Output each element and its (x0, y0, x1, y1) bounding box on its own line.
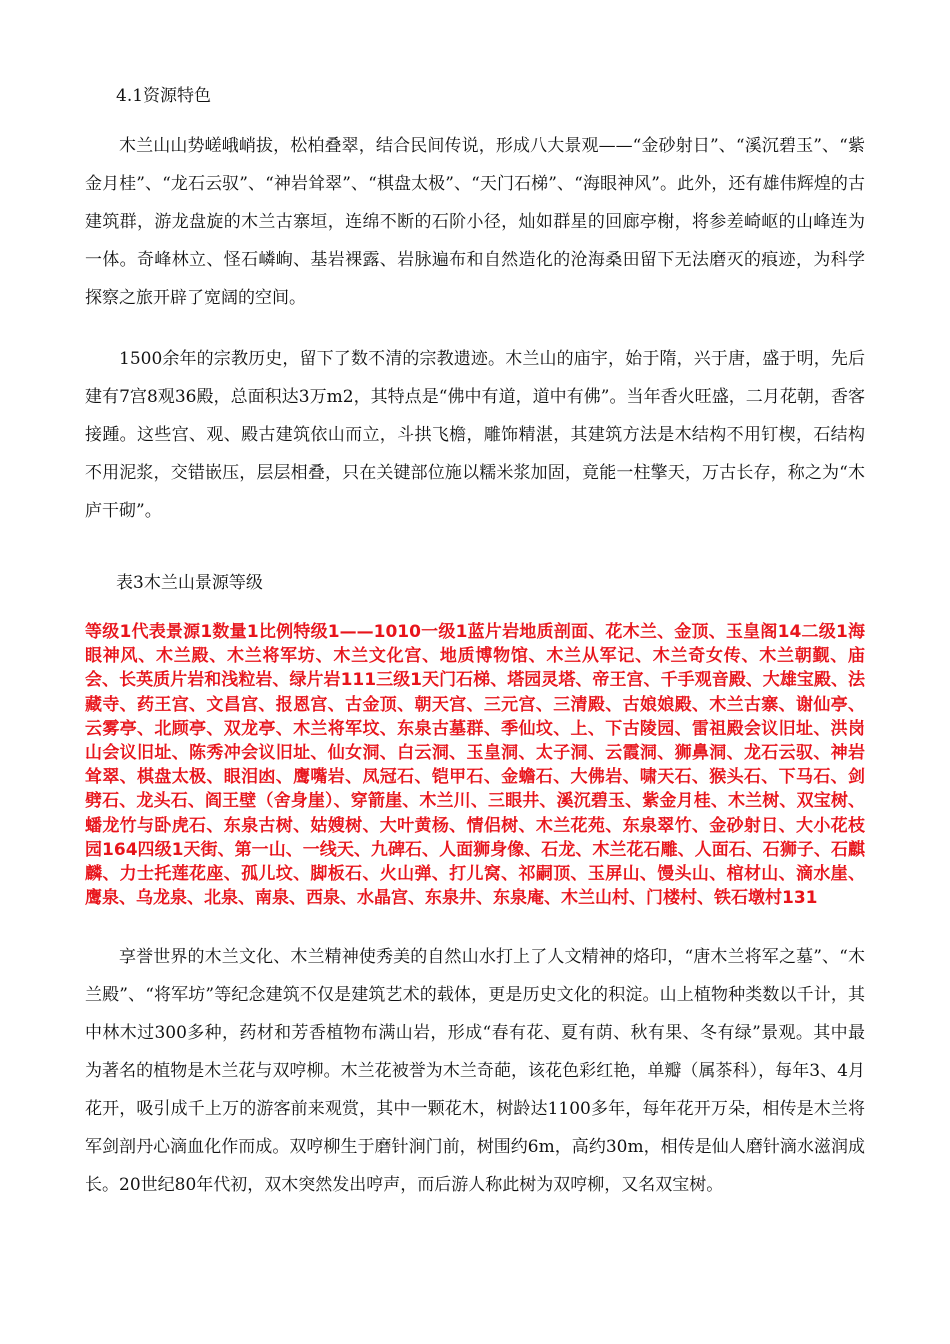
paragraph-religion: 1500余年的宗教历史，留下了数不清的宗教遗迹。木兰山的庙宇，始于隋，兴于唐，盛于明，先后建有7宫8观36殿，总面积达3万m2，其特点是“佛中有道，道中有佛”。当年香火旺盛，二月花朝，香客接踵。这些宫、观、殿古建筑依山而立，斗拱飞檐，雕饰精湛，其建筑方法是木结构不用钉楔，石结构不用泥浆，交错嵌压，层层相叠，只在关键部位施以糯米浆加固，竟能一柱擎天，万古长存，称之为“木庐干砌”。 (85, 349, 865, 521)
section-heading: 4.1资源特色 (116, 86, 212, 106)
table-caption: 表3木兰山景源等级 (116, 573, 263, 593)
paragraph-culture-flora: 享誉世界的木兰文化、木兰精神使秀美的自然山水打上了人文精神的烙印，“唐木兰将军之墓”、“木兰殿”、“将军坊”等纪念建筑不仅是建筑艺术的载体，更是历史文化的积淀。山上植物种类数以千计，其中林木过300多种，药材和芳香植物布满山岩，形成“春有花、夏有荫、秋有果、冬有绿”景观。其中最为著名的植物是木兰花与双哼柳。木兰花被誉为木兰奇葩，该花色彩红艳，单瓣（属茶科），每年3、4月花开，吸引成千上万的游客前来观赏，其中一颗花木，树龄达1100多年，每年花开万朵，相传是木兰将军剑剖丹心滴血化作而成。双哼柳生于磨针涧门前，树围约6m，高约30m，相传是仙人磨针滴水滋润成长。20世纪80年代初，双木突然发出哼声，而后游人称此树为双哼柳，又名双宝树。 (85, 947, 865, 1195)
paragraph-landscape: 木兰山山势嵯峨峭拔，松柏叠翠，结合民间传说，形成八大景观——“金砂射日”、“溪沉碧玉”、“紫金月桂”、“龙石云驭”、“神岩耸翠”、“棋盘太极”、“天门石梯”、“海眼神风”。此外，还有雄伟辉煌的古建筑群，游龙盘旋的木兰古寨垣，连绵不断的石阶小径，灿如群星的回廊亭榭，将参差崎岖的山峰连为一体。奇峰林立、怪石嶙峋、基岩裸露、岩脉遍布和自然造化的沧海桑田留下无法磨灭的痕迹，为科学探察之旅开辟了宽阔的空间。 (85, 136, 865, 308)
table-flattened-content: 等级1代表景源1数量1比例特级1——1010一级1蓝片岩地质剖面、花木兰、金顶、玉皇阁14二级1海眼神风、木兰殿、木兰将军坊、木兰文化宫、地质博物馆、木兰从军记、木兰奇女传、木兰朝觐、庙会、长英质片岩和浅粒岩、绿片岩111三级1天门石梯、塔园灵塔、帝王宫、千手观音殿、大雄宝殿、法藏寺、药王宫、文昌宫、报恩宫、古金顶、朝天宫、三元宫、三清殿、古娘娘殿、木兰古寨、谢仙亭、云雾亭、北顾亭、双龙亭、木兰将军坟、东泉古墓群、季仙坟、上、下古陵园、雷祖殿会议旧址、洪岗山会议旧址、陈秀冲会议旧址、仙女洞、白云洞、玉皇洞、太子洞、云霞洞、狮鼻洞、龙石云驭、神岩耸翠、棋盘太极、眼泪凼、鹰嘴岩、凤冠石、铠甲石、金蟾石、大佛岩、啸天石、猴头石、下马石、剑劈石、龙头石、阎王壁（舍身崖）、穿箭崖、木兰川、三眼井、溪沉碧玉、紫金月桂、木兰树、双宝树、蟠龙竹与卧虎石、东泉古树、姑嫂树、大叶黄杨、情侣树、木兰花苑、东泉翠竹、金砂射日、大小花枝园164四级1天街、第一山、一线天、九碑石、人面狮身像、石龙、木兰花石雕、人面石、石狮子、石麒麟、力士托莲花座、孤儿坟、脚板石、火山弹、打儿窝、祁嗣顶、玉屏山、馒头山、棺材山、滴水崖、鹰泉、乌龙泉、北泉、南泉、西泉、水晶宫、东泉井、东泉庵、木兰山村、门楼村、铁石墩村131 (85, 622, 865, 909)
